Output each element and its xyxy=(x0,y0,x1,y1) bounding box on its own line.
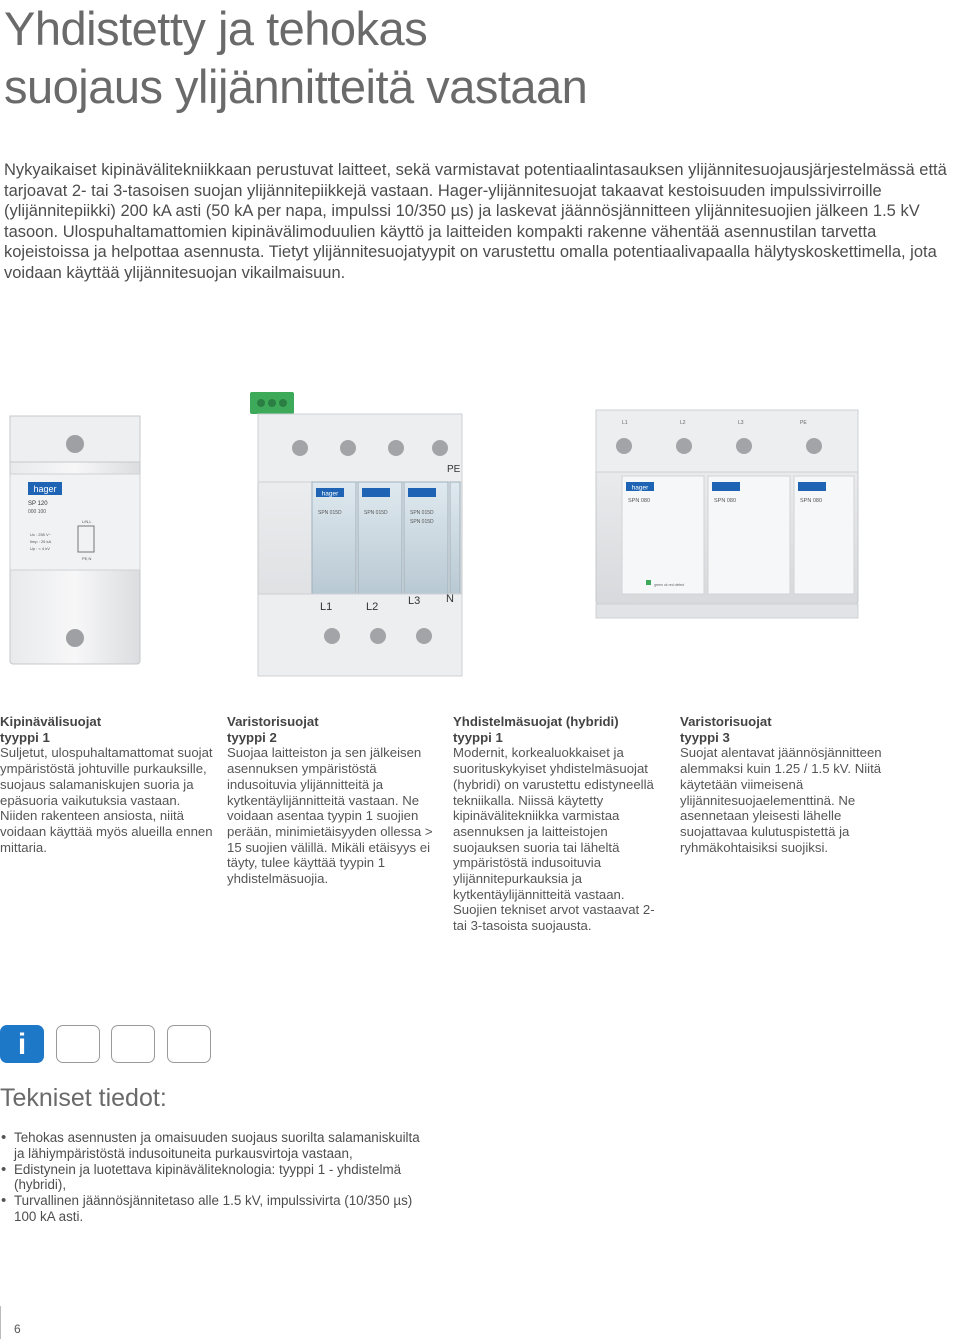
intro-paragraph: Nykyaikaiset kipinävälitekniikkaan perustuvat laitteet, sekä varmistavat potentiaalintasauksen ylijännitesuojausjärjestelmässä että tarjoavat 2- tai 3-tasoisen suojan ylijännitepiikkejä vastaan. Hager-ylijännitesuojat takaavat kestoisuuden impulssivirroille (ylijännitepiikki) 200 kA asti (50 kA per napa, impulssi 10/350 µs) ja laskevat jäännösjännitteen ylijännitesuojien jälkeen 1.5 kV tasoon. Ulospuhaltamattomien kipinävälimoduulien käyttö ja laitteiden kompakti rakenne vähentää asennustilan tarvetta kojeistoissa ja helpottaa asennusta. Tietyt ylijännitesuojatyypit on varustettu omalla potentiaalivapaalla hälytyskoskettimella, jota voidaan käyttää ylijännitesuojan vikailmaisuun. xyxy=(4,161,947,282)
top-label-p3-1: L2 xyxy=(680,420,686,426)
column-type1-hybrid xyxy=(453,714,668,934)
terminal-n: N xyxy=(446,593,454,605)
code-label-p1: 000 100 xyxy=(28,509,47,515)
module-label-p2-1: SPN 015D xyxy=(364,510,388,516)
column-subheading: tyyppi 3 xyxy=(680,729,730,745)
empty-icon-box-2 xyxy=(111,1025,155,1063)
model-label-p1: SP 120 xyxy=(28,501,48,507)
top-label-p3-0: L1 xyxy=(622,420,628,426)
page-title xyxy=(4,0,587,116)
module-label-p3-0: SPN 080 xyxy=(628,498,651,504)
brand-label-p2: hager xyxy=(321,490,339,498)
list-item: • Turvallinen jäännösjännitetaso alle 1.5 kV, impulssivirta (10/350 µs) 100 kA asti. xyxy=(0,1193,420,1225)
column-heading: Kipinävälisuojat xyxy=(0,714,102,729)
column-subheading: tyyppi 1 xyxy=(453,729,503,745)
column-body: Suojaa laitteiston ja sen jälkeisen asennuksen ympäristöstä indusoituvia ylijännitteitä ja kytkentäylijännitteitä vastaan. Ne voidaan asentaa tyypin 1 suojien perään, minimietäisyyden ollessa > 15 suojien välillä. Mikäli etäisyys ei täyty, tulee käyttää tyypin 1 yhdistelmäsuojia. xyxy=(227,745,433,887)
module-label-p2-2: SPN 015D xyxy=(410,510,434,516)
status-note-p3: green ok red defect xyxy=(654,583,685,587)
top-label-p3-2: L3 xyxy=(738,420,744,426)
info-icon: i xyxy=(0,1025,44,1063)
mark-p1-1: PE,N xyxy=(82,556,92,561)
product-spn080 xyxy=(596,410,858,618)
column-body: Suojat alentavat jäännösjännitteen alemmaksi kuin 1.25 / 1.5 kV. Niitä käytetään viimeisenä ylijännitesuojaelementtinä. Ne asennetaan yleisesti lähelle suojattavaa kulutuspistettä ja ryhmäkohtaisiksi suojiksi. xyxy=(680,745,882,855)
module-label-p2-0: SPN 015D xyxy=(318,510,342,516)
page-number: 6 xyxy=(14,1322,21,1336)
module-label-p3-2: SPN 080 xyxy=(800,498,823,504)
column-body: Modernit, korkealuokkaiset ja suorituskykyiset yhdistelmäsuojat (hybridi) on varustettu edistyneellä tekniikalla. Niissä käytetty kipinävälitekniikka varmistaa asennuksen ja laitteistojen suojauksen suoria tai läheltä ympäristöstä indusoituvia ylijännitepurkauksia ja kytkentäylijännitteitä vastaan. Suojien tekniset arvot vastaavat 2- tai 3-tasoista suojausta. xyxy=(453,745,655,934)
module-label-p3-1: SPN 080 xyxy=(714,498,737,504)
tech-specs-title: Tekniset tiedot: xyxy=(0,1084,167,1112)
product-sp120 xyxy=(10,416,140,664)
terminal-l3: L3 xyxy=(408,595,421,607)
pe-marking-p2: PE xyxy=(447,464,461,475)
spec-label-p1-2: Up : < 4 kV xyxy=(30,546,50,551)
spec-label-p1-0: Uc : 255 V~ xyxy=(30,532,52,537)
list-item: • Tehokas asennusten ja omaisuuden suojaus suorilta salamaniskuilta ja lähiympäristöstä indusoituneita purkausvirtoja vastaan, xyxy=(0,1130,420,1162)
column-type1-sparkgap xyxy=(0,714,215,855)
empty-icon-box-1 xyxy=(56,1025,100,1063)
brand-label-p1: hager xyxy=(33,484,57,494)
column-heading: Yhdistelmäsuojat (hybridi) xyxy=(453,714,619,729)
terminal-l2: L2 xyxy=(366,601,379,613)
column-subheading: tyyppi 2 xyxy=(227,729,277,745)
top-label-p3-3: PE xyxy=(800,420,807,426)
empty-icon-box-3 xyxy=(167,1025,211,1063)
product-spn015d xyxy=(250,392,462,676)
page-title-line-1: Yhdistetty ja tehokas xyxy=(4,2,428,55)
list-item: • Edistynein ja luotettava kipinäväliteknologia: tyyppi 1 - yhdistelmä (hybridi), xyxy=(0,1162,420,1194)
mark-p1-0: L/N,L xyxy=(82,519,92,524)
column-heading: Varistorisuojat xyxy=(227,714,319,729)
module-label-p2-3: SPN 015D xyxy=(410,519,434,525)
product-photos xyxy=(0,388,960,688)
brand-label-p3: hager xyxy=(631,484,649,492)
tech-specs-list xyxy=(0,1130,420,1225)
terminal-l1: L1 xyxy=(320,601,333,613)
column-subheading: tyyppi 1 xyxy=(0,729,50,745)
column-body: Suljetut, ulospuhaltamattomat suojat ympäristöstä johtuville purkauksille, suojaus salamaniskujen suoria ja epäsuoria vaikutuksia vastaan. Niiden rakenteen ansiosta, niitä voidaan käyttää myös alueilla ennen mittaria. xyxy=(0,745,213,855)
column-type3-varistor xyxy=(680,714,895,855)
column-heading: Varistorisuojat xyxy=(680,714,772,729)
page-title-line-2: suojaus ylijännitteitä vastaan xyxy=(4,60,588,113)
spec-label-p1-1: Iimp : 25 kA xyxy=(30,539,52,544)
column-type2-varistor xyxy=(227,714,442,887)
footer-divider xyxy=(0,1306,1,1339)
